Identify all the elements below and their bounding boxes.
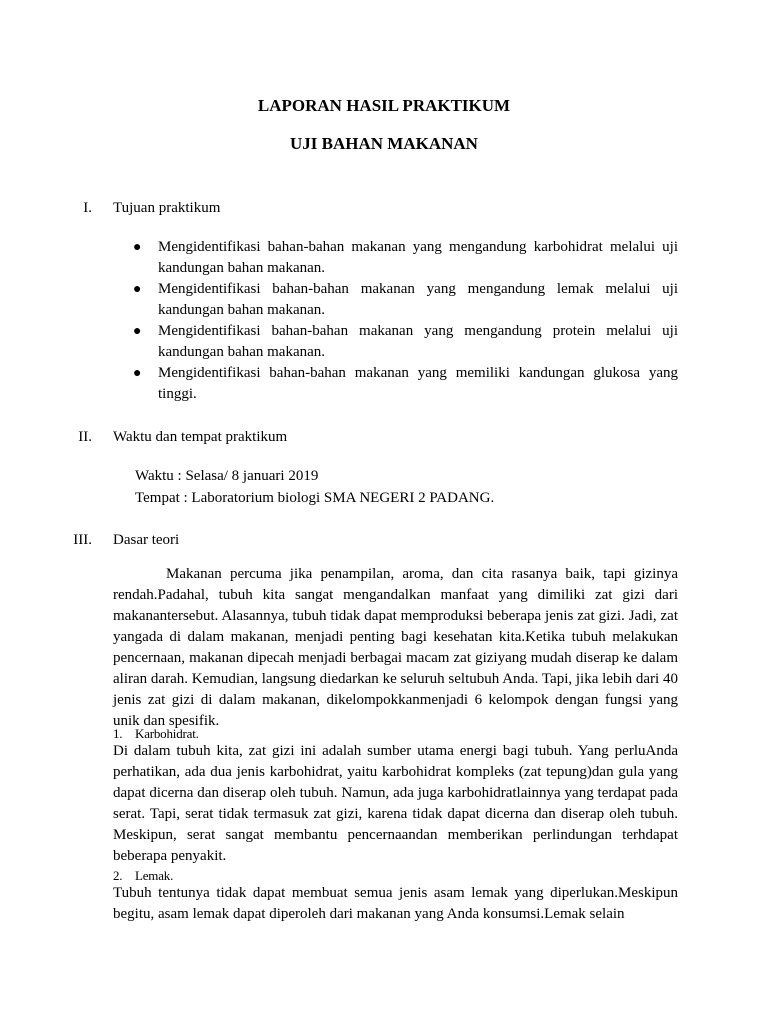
bullet-icon: ● — [133, 282, 142, 297]
objective-text: Mengidentifikasi bahan-bahan makanan yang mengandung protein melalui uji kandungan bahan makanan. — [158, 323, 678, 360]
carbohydrate-paragraph: Di dalam tubuh kita, zat gizi ini adalah sumber utama energi bagi tubuh. Yang perluAnda perhatikan, ada dua jenis karbohidrat, yaitu karbohidrat kompleks (zat tepung)dan gula yang dapat dicerna dan diserap oleh tubuh. Namun, ada juga karbohidratlainnya yang terdapat pada serat. Tapi, serat tidak termasuk zat gizi, karena tidak dapat dicerna dan diserap oleh tubuh. Meskipun, serat sangat membantu pencernaandan memberikan perlindungan terhdapat beberapa penyakit. — [113, 743, 678, 864]
schedule-place: Tempat : Laboratorium biologi SMA NEGERI 2 PADANG. — [135, 490, 495, 506]
document-subtitle: UJI BAHAN MAKANAN — [290, 134, 478, 153]
objective-text: Mengidentifikasi bahan-bahan makanan yang mengandung karbohidrat melalui uji kandungan bahan makanan. — [158, 239, 678, 276]
section-title: Dasar teori — [113, 532, 180, 548]
subsection-title: Karbohidrat. — [135, 726, 199, 741]
list-item — [133, 237, 678, 279]
section-number: I. — [83, 200, 92, 216]
subsection-title: Lemak. — [135, 868, 174, 883]
subsection-number: 2. — [113, 868, 123, 883]
document-title: LAPORAN HASIL PRAKTIKUM — [257, 96, 511, 115]
objectives-list — [133, 237, 678, 405]
section-title: Tujuan praktikum — [113, 200, 221, 216]
fat-paragraph: Tubuh tentunya tidak dapat membuat semua jenis asam lemak yang diperlukan.Meskipun begitu, asam lemak dapat diperoleh dari makanan yang Anda konsumsi.Lemak selain — [113, 885, 678, 922]
bullet-icon: ● — [133, 240, 142, 255]
section-title: Waktu dan tempat praktikum — [113, 429, 288, 445]
section-number: II. — [78, 429, 92, 445]
list-item — [133, 363, 678, 405]
bullet-icon: ● — [133, 366, 142, 381]
subsection-number: 1. — [113, 726, 123, 741]
theory-intro-paragraph: Makanan percuma jika penampilan, aroma, dan cita rasanya baik, tapi gizinya rendah.Padahal, tubuh kita sangat mengandalkan manfaat yang dimiliki zat gizi dari makanantersebut. Alasannya, tubuh tidak dapat memproduksi beberapa jenis zat gizi. Jadi, zat yangada di dalam makanan, menjadi penting bagi kesehatan kita.Ketika tubuh melakukan pencernaan, makanan dipecah menjadi berbagai macam zat giziyang mudah diserap ke dalam aliran darah. Kemudian, langsung diedarkan ke seluruh seltubuh Anda. Tapi, jika lebih dari 40 jenis zat gizi di dalam makanan, dikelompokkanmenjadi 6 kelompok dengan fungsi yang unik dan spesifik. — [113, 566, 678, 729]
objective-text: Mengidentifikasi bahan-bahan makanan yang memiliki kandungan glukosa yang tinggi. — [158, 365, 678, 402]
objective-text: Mengidentifikasi bahan-bahan makanan yang mengandung lemak melalui uji kandungan bahan makanan. — [158, 281, 678, 318]
list-item — [133, 279, 678, 321]
list-item — [133, 321, 678, 363]
bullet-icon: ● — [133, 324, 142, 339]
schedule-time: Waktu : Selasa/ 8 januari 2019 — [135, 468, 319, 484]
section-number: III. — [73, 532, 92, 548]
